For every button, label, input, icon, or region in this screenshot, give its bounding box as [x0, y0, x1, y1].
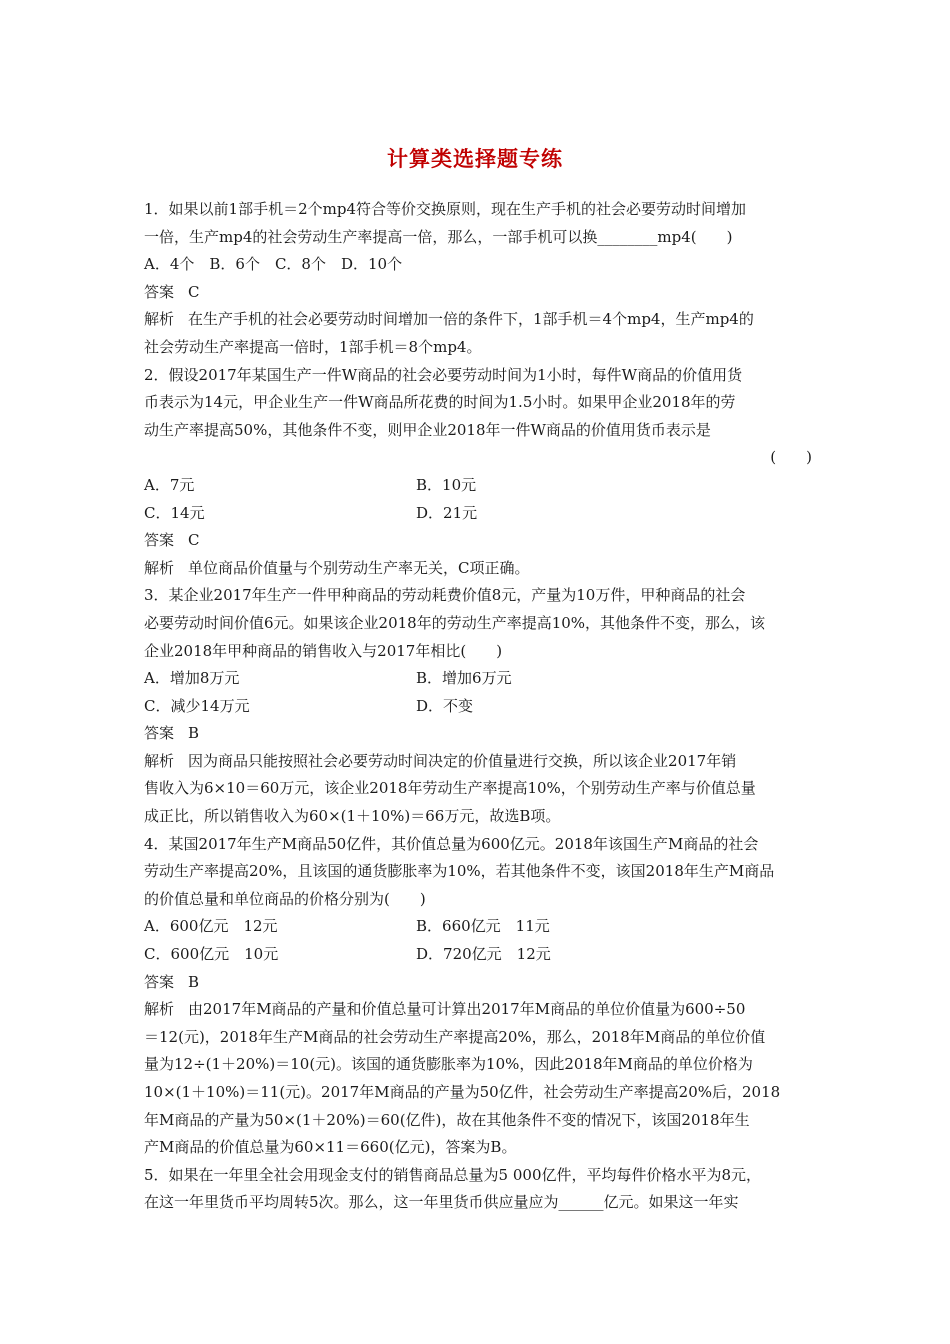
question-4 [144, 831, 812, 1162]
answer-label: 答案 [144, 282, 175, 301]
analysis-line [144, 555, 812, 583]
analysis-line [144, 748, 812, 776]
question-stem-line: 在这一年里货币平均周转5次。那么，这一年里货币供应量应为______亿元。如果这一年实 [144, 1193, 739, 1212]
question-stem-line: 企业2018年甲种商品的销售收入与2017年相比( ) [144, 641, 503, 660]
question-stem-line: 5．如果在一年里全社会用现金支付的销售商品总量为5 000亿件，平均每件价格水平为8元， [144, 1165, 762, 1184]
answer-line [144, 720, 812, 748]
question-stem-line: 4．某国2017年生产M商品50亿件，其价值总量为600亿元。2018年该国生产M商品的社会 [144, 834, 759, 853]
question-stem-line: 动生产率提高50%，其他条件不变，则甲企业2018年一件W商品的价值用货币表示是 [144, 420, 711, 439]
answer-value: B [188, 724, 200, 743]
question-stem-line: 一倍，生产mp4的社会劳动生产率提高一倍，那么，一部手机可以换________mp4( ) [144, 227, 733, 246]
option-b: B．10元 [416, 475, 477, 494]
question-stem-line: 劳动生产率提高20%，且该国的通货膨胀率为10%，若其他条件不变，该国2018年生产M商品 [144, 862, 775, 881]
options-row [144, 472, 812, 500]
analysis-line: ＝12(元)，2018年生产M商品的社会劳动生产率提高20%，那么，2018年M商品的单位价值 [144, 1027, 766, 1046]
answer-line [144, 279, 812, 307]
analysis-line: 10×(1＋10%)＝11(元)。2017年M商品的产量为50亿件，社会劳动生产率提高20%后，2018 [144, 1083, 781, 1101]
analysis-line [144, 306, 812, 334]
analysis-label: 解析 [144, 751, 175, 770]
options-row [144, 500, 812, 528]
question-stem-line: 必要劳动时间价值6元。如果该企业2018年的劳动生产率提高10%，其他条件不变，那么，该 [144, 613, 766, 632]
question-stem-line: 1．如果以前1部手机＝2个mp4符合等价交换原则，现在生产手机的社会必要劳动时间增加 [144, 200, 747, 218]
answer-line [144, 969, 812, 997]
answer-bracket: ( ) [770, 448, 812, 467]
question-2 [144, 362, 812, 583]
analysis-label: 解析 [144, 310, 175, 329]
analysis-line: 产M商品的价值总量为60×11＝660(亿元)，答案为B。 [144, 1138, 517, 1157]
analysis-line: 售收入为6×10＝60万元，该企业2018年劳动生产率提高10%，个别劳动生产率与价值总量 [144, 779, 756, 798]
answer-label: 答案 [144, 531, 175, 550]
document-body [144, 196, 812, 1217]
analysis-label: 解析 [144, 1000, 175, 1019]
question-3 [144, 582, 812, 830]
answer-value: B [188, 972, 200, 991]
analysis-text: 单位商品价值量与个别劳动生产率无关，C项正确。 [188, 558, 530, 577]
answer-value: C [188, 282, 200, 301]
options-row [144, 913, 812, 941]
question-5 [144, 1162, 812, 1217]
options-line: A．4个 B．6个 C．8个 D．10个 [144, 255, 403, 274]
option-d: D．720亿元 12元 [416, 945, 551, 964]
options-row [144, 693, 812, 721]
option-a: A．600亿元 12元 [144, 917, 278, 936]
option-a: A．增加8万元 [144, 669, 240, 688]
analysis-line: 成正比，所以销售收入为60×(1＋10%)＝66万元，故选B项。 [144, 807, 561, 826]
answer-value: C [188, 531, 200, 550]
analysis-line: 年M商品的产量为50×(1＋20%)＝60(亿件)，故在其他条件不变的情况下，该国2018年生 [144, 1110, 750, 1129]
options-row [144, 941, 812, 969]
option-b: B．660亿元 11元 [416, 917, 550, 936]
question-stem-line: 币表示为14元，甲企业生产一件W商品所花费的时间为1.5小时。如果甲企业2018年的劳 [144, 393, 736, 412]
analysis-line: 社会劳动生产率提高一倍时，1部手机＝8个mp4。 [144, 337, 482, 356]
analysis-text: 因为商品只能按照社会必要劳动时间决定的价值量进行交换，所以该企业2017年销 [188, 751, 737, 770]
options-row [144, 665, 812, 693]
analysis-line [144, 996, 812, 1024]
option-c: C．减少14万元 [144, 696, 250, 715]
answer-label: 答案 [144, 724, 175, 743]
option-c: C．14元 [144, 503, 205, 522]
question-stem-line: 2．假设2017年某国生产一件W商品的社会必要劳动时间为1小时，每件W商品的价值用货 [144, 365, 743, 384]
question-stem-line: 的价值总量和单位商品的价格分别为( ) [144, 889, 426, 908]
analysis-text: 由2017年M商品的产量和价值总量可计算出2017年M商品的单位价值量为600÷50 [188, 1000, 746, 1019]
answer-label: 答案 [144, 972, 175, 991]
page-title: 计算类选择题专练 [387, 147, 563, 171]
answer-line [144, 527, 812, 555]
analysis-text: 在生产手机的社会必要劳动时间增加一倍的条件下，1部手机＝4个mp4，生产mp4的 [188, 310, 754, 329]
option-d: D．不变 [416, 696, 474, 715]
option-c: C．600亿元 10元 [144, 945, 279, 964]
option-a: A．7元 [144, 475, 195, 494]
question-stem-line: 3．某企业2017年生产一件甲种商品的劳动耗费价值8元，产量为10万件，甲种商品的社会 [144, 586, 746, 605]
option-b: B．增加6万元 [416, 669, 512, 688]
option-d: D．21元 [416, 503, 478, 522]
analysis-line: 量为12÷(1＋20%)＝10(元)。该国的通货膨胀率为10%，因此2018年M商品的单位价格为 [144, 1055, 753, 1074]
analysis-label: 解析 [144, 558, 175, 577]
question-1 [144, 196, 812, 362]
